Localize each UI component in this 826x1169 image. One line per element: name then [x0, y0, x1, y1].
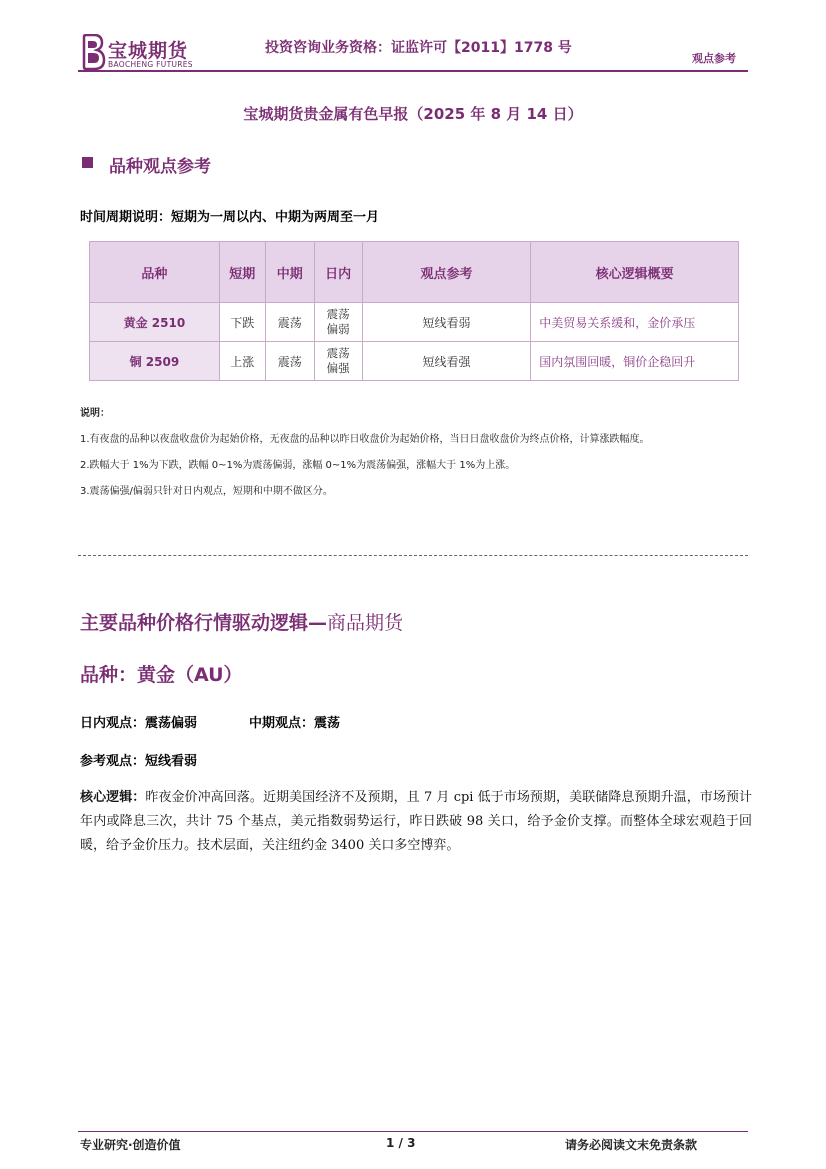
page-header — [0, 0, 826, 80]
square-bullet-icon — [82, 157, 93, 168]
page-number: 1 / 3 — [386, 1136, 416, 1150]
license-statement: 投资咨询业务资格：证监许可【2011】1778 号 — [265, 40, 572, 56]
logo-english-name: BAOCHENG FUTURES — [108, 60, 193, 69]
cell-intraday-line1: 震荡 — [326, 346, 350, 360]
midterm-view: 中期观点：震荡 — [249, 716, 341, 731]
reference-view: 参考观点：短线看弱 — [80, 754, 198, 769]
logo-chinese-name: 宝城期货 — [108, 40, 189, 62]
col-header-variety: 品种 — [90, 242, 220, 303]
col-header-short: 短期 — [219, 242, 265, 303]
logo-mark-icon — [80, 34, 106, 70]
cell-mid: 震荡 — [265, 303, 314, 342]
core-logic-paragraph — [80, 786, 752, 858]
notes-title: 说明： — [80, 408, 110, 419]
cell-intraday-line2: 偏强 — [326, 361, 350, 375]
variety-heading: 品种：黄金（AU） — [80, 664, 243, 686]
cell-mid: 震荡 — [265, 342, 314, 381]
report-category: 观点参考 — [692, 52, 736, 65]
footer-divider — [78, 1131, 748, 1132]
cell-variety: 黄金 2510 — [90, 303, 220, 342]
header-divider — [78, 70, 748, 72]
cell-view: 短线看弱 — [362, 303, 531, 342]
views-line — [80, 712, 340, 731]
dashed-divider — [78, 555, 748, 556]
note-item: 2.跌幅大于 1%为下跌，跌幅 0~1%为震荡偏弱，涨幅 0~1%为震荡偏强，涨幅大于 1%为上涨。 — [80, 460, 516, 471]
core-logic-label: 核心逻辑： — [80, 790, 146, 805]
main-section-heading — [80, 608, 403, 635]
main-heading-rest: 商品期货 — [327, 612, 404, 634]
core-logic-text: 昨夜金价冲高回落。近期美国经济不及预期，且 7 月 cpi 低于市场预期，美联储降息预期升温，市场预计年内或降息三次，共计 75 个基点，美元指数弱势运行，昨日跌破 98 关口，给予金价支撑。而整体全球宏观趋于回暖，给予金价压力。技术层面，关注纽约金 3400 关口多空博弈。 — [80, 790, 752, 853]
col-header-view: 观点参考 — [362, 242, 531, 303]
col-header-mid: 中期 — [265, 242, 314, 303]
company-logo — [80, 34, 210, 74]
cell-short: 下跌 — [219, 303, 265, 342]
disclaimer-note: 请务必阅读文末免责条款 — [565, 1138, 698, 1152]
section-heading-text: 品种观点参考 — [109, 157, 211, 177]
intraday-view: 日内观点：震荡偏弱 — [80, 716, 198, 731]
period-explanation: 时间周期说明：短期为一周以内、中期为两周至一月 — [80, 210, 380, 225]
table-row — [90, 303, 739, 342]
main-heading-bold: 主要品种价格行情驱动逻辑— — [80, 612, 328, 634]
col-header-logic: 核心逻辑概要 — [531, 242, 739, 303]
cell-logic: 国内氛围回暖，铜价企稳回升 — [531, 342, 739, 381]
cell-view: 短线看强 — [362, 342, 531, 381]
report-title: 宝城期货贵金属有色早报（2025 年 8 月 14 日） — [243, 105, 583, 123]
col-header-intraday: 日内 — [314, 242, 362, 303]
footer-slogan: 专业研究·创造价值 — [80, 1138, 181, 1152]
cell-logic: 中美贸易关系缓和，金价承压 — [531, 303, 739, 342]
cell-short: 上涨 — [219, 342, 265, 381]
cell-intraday-line1: 震荡 — [326, 307, 350, 321]
cell-variety: 铜 2509 — [90, 342, 220, 381]
cell-intraday — [314, 342, 362, 381]
table-header-row — [90, 242, 739, 303]
notes-block — [80, 406, 750, 510]
note-item: 3.震荡偏强/偏弱只针对日内观点，短期和中期不做区分。 — [80, 486, 333, 497]
cell-intraday-line2: 偏弱 — [326, 322, 350, 336]
cell-intraday — [314, 303, 362, 342]
views-table — [89, 241, 739, 381]
note-item: 1.有夜盘的品种以夜盘收盘价为起始价格，无夜盘的品种以昨日收盘价为起始价格，当日日盘收盘价为终点价格，计算涨跌幅度。 — [80, 434, 650, 445]
table-row — [90, 342, 739, 381]
